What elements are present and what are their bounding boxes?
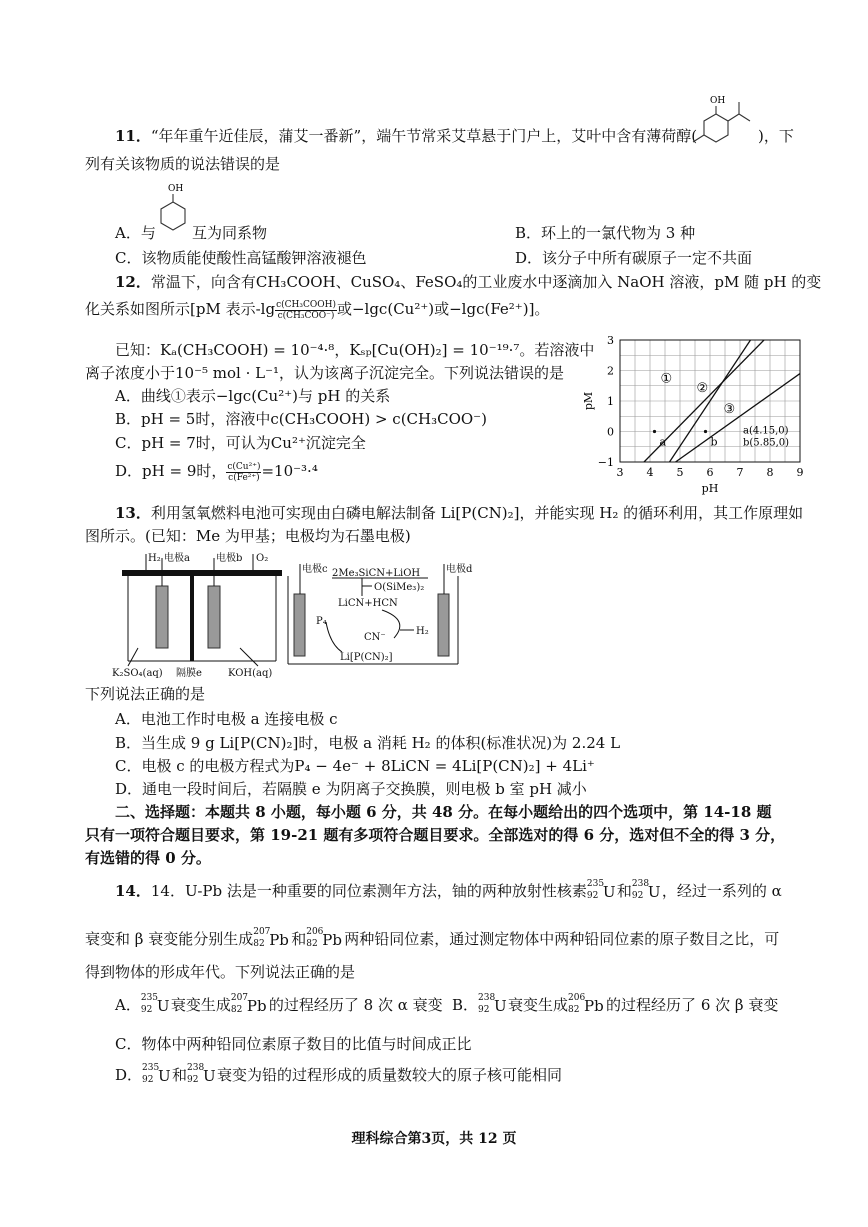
q14-number: 14． <box>115 882 151 900</box>
curve-label-3: ③ <box>723 402 736 418</box>
x-tick-label: 5 <box>676 466 684 479</box>
q12-option-b: B．pH = 5时，溶液中c(CH₃COOH) > c(CH₃COO⁻) <box>115 410 487 428</box>
x-tick-label: 6 <box>706 466 714 479</box>
q13-line2: 图所示。(已知：Me 为甲基；电极均为石墨电极) <box>85 527 411 545</box>
u235-nuclide: 235 92 U <box>586 879 616 901</box>
reactants-label: 2Me₃SiCN+LiOH <box>332 568 421 579</box>
option-a-u235: 235 92 U <box>140 993 170 1015</box>
q14-option-d: D． 235 92 U 和 238 92 U 衰变为铅的过程形成的质量数较大的原子核可能相同 <box>115 1063 563 1085</box>
q12-known-line2: 离子浓度小于10⁻⁵ mol · L⁻¹，认为该离子沉淀完全。下列说法错误的是 <box>85 364 565 382</box>
q14-line3: 得到物体的形成年代。下列说法正确的是 <box>85 963 356 981</box>
electrode-b <box>208 586 220 648</box>
option-b-u238: 238 92 U <box>478 993 507 1015</box>
cyclohexanol-oh-label: OH <box>168 184 184 194</box>
q13-option-c: C．电极 c 的电极方程式为P₄ − 4e⁻ + 8LiCN = 4Li[P(CN)₂] + 4Li⁺ <box>115 757 595 775</box>
koh-label: KOH(aq) <box>228 668 273 679</box>
y-tick-label: 0 <box>607 425 614 439</box>
x-tick-label: 3 <box>616 466 624 479</box>
q12-number: 12． <box>115 273 151 291</box>
q12-option-a: A．曲线①表示−lgc(Cu²⁺)与 pH 的关系 <box>115 387 391 405</box>
y-axis-label: pM <box>582 391 595 411</box>
option-d-u238: 238 92 U <box>187 1063 216 1085</box>
option-d-u235: 235 92 U <box>142 1063 171 1085</box>
q12-option-c: C．pH = 7时，可认为Cu²⁺沉淀完全 <box>115 434 366 452</box>
q11-line2: 列有关该物质的说法错误的是 <box>85 155 281 173</box>
section2-line2: 只有一项符合题目要求，第 19-21 题有多项符合题目要求。全部选对的得 6 分，选对但不全的得 3 分， <box>85 826 786 844</box>
x-tick-label: 7 <box>736 466 744 479</box>
cyclohexanol-structure-image <box>153 180 193 242</box>
lic-hcn-label: LiCN+HCN <box>338 598 398 609</box>
o2-label: O₂ <box>256 553 269 564</box>
series-line-3 <box>676 374 801 462</box>
pb207-nuclide: 207 82 Pb <box>253 927 289 949</box>
point-label-b: b <box>710 435 718 449</box>
y-tick-label: 2 <box>607 364 614 378</box>
q11-line1: 11．“年年重午近佳辰，蒲艾一番新”，端午节常采艾草悬于门户上，艾叶中含有薄荷醇( <box>115 127 698 145</box>
electrolysis-diagram <box>110 546 480 684</box>
option-a-pb207: 207 82 Pb <box>230 993 267 1015</box>
p4-label: P₄ <box>316 616 327 627</box>
q14-option-c: C．物体中两种铅同位素原子数目的比值与时间成正比 <box>115 1035 472 1053</box>
q13-number: 13． <box>115 504 151 522</box>
q11-option-d: D．该分子中所有碳原子一定不共面 <box>515 249 753 267</box>
q13-option-b: B．当生成 9 g Li[P(CN)₂]时，电极 a 消耗 H₂ 的体积(标准状况)为 2.24 L <box>115 734 621 752</box>
q14-option-b: B． 238 92 U 衰变生成 206 82 Pb 的过程经历了 6 次 β 衰变 <box>452 993 779 1015</box>
q13-line1: 13．利用氢氧燃料电池可实现由白磷电解法制备 Li[P(CN)₂]，并能实现 H₂ 的循环利用，其工作原理如 <box>115 504 804 522</box>
electrode-d-label: 电极d <box>446 564 473 575</box>
q13-option-a: A．电池工作时电极 a 连接电极 c <box>115 710 338 728</box>
q12-line1: 12．常温下，向含有CH₃COOH、CuSO₄、FeSO₄的工业废水中逐滴加入 NaOH 溶液，pM 随 pH 的变 <box>115 273 822 291</box>
q11-option-a-text: 互为同系物 <box>192 224 268 242</box>
curve-label-1: ① <box>660 371 673 387</box>
x-axis-label: pH <box>701 482 719 495</box>
q12-option-d-fraction: $\frac{\text{c(Cu²⁺)}}{\text{c(Fe²⁺)}}$ <box>227 461 261 483</box>
section2-line1: 二、选择题：本题共 8 小题，每小题 6 分，共 48 分。在每小题给出的四个选项中，第 14-18 题 <box>115 803 772 821</box>
q12-known-line1: 已知：Kₐ(CH₃COOH) = 10⁻⁴·⁸，Kₛₚ[Cu(OH)₂] = 10⁻¹⁹·⁷。若溶液中 <box>115 341 595 359</box>
point-annotation: b(5.85,0) <box>743 437 790 449</box>
point-annotation: a(4.15,0) <box>743 425 789 437</box>
y-tick-label: −1 <box>597 456 614 469</box>
q11-option-b: B．环上的一氯代物为 3 种 <box>515 224 696 242</box>
membrane-e <box>190 576 194 661</box>
h2-label: H₂ <box>148 553 161 564</box>
q14-line1: 14．14．U-Pb 法是一种重要的同位素测年方法，铀的两种放射性核素 235 92 U 和 238 92 U ，经过一系列的 α <box>115 879 782 901</box>
y-tick-label: 3 <box>607 334 614 347</box>
q11-option-c: C．该物质能使酸性高锰酸钾溶液褪色 <box>115 249 367 267</box>
curve-label-2: ② <box>696 380 709 396</box>
membrane-label: 隔膜e <box>176 668 202 679</box>
cn-label: CN⁻ <box>364 632 386 643</box>
q14-line2: 衰变和 β 衰变能分别生成 207 82 Pb 和 206 82 Pb 两种铅同位素，通过测定物体中两种铅同位素的原子数目之比，可 <box>85 927 780 949</box>
point-a <box>653 430 656 433</box>
menthol-oh-label: OH <box>710 96 726 106</box>
option-b-pb206: 206 82 Pb <box>568 993 604 1015</box>
x-tick-label: 8 <box>766 466 774 479</box>
product-label: Li[P(CN)₂] <box>340 652 393 663</box>
pb206-nuclide: 206 82 Pb <box>306 927 342 949</box>
q11-line1-end: )，下 <box>758 127 794 145</box>
q13-option-d: D．通电一段时间后，若隔膜 e 为阴离子交换膜，则电极 b 室 pH 减小 <box>115 780 587 798</box>
q12-fraction: $\frac{\text{c(CH₃COOH)}}{\text{c(CH₃COO⁻)}}$ <box>276 299 336 321</box>
point-label-a: a <box>659 435 667 449</box>
q12-line2: 化关系如图所示[pM 表示-lg $\frac{\text{c(CH₃COOH)}}{\text{c(CH₃COO⁻)}}$ 或−lgc(Cu²⁺)或−lgc(Fe²⁺)]。 <box>85 299 550 321</box>
k2so4-label: K₂SO₄(aq) <box>112 668 163 679</box>
electrode-c <box>294 594 305 656</box>
x-tick-label: 4 <box>646 466 654 479</box>
h2-product-label: H₂ <box>416 626 429 637</box>
q11-option-a: A．与 <box>115 224 156 242</box>
q13-prompt: 下列说法正确的是 <box>85 685 206 703</box>
q14-option-a: A． 235 92 U 衰变生成 207 82 Pb 的过程经历了 8 次 α 衰变 <box>115 993 443 1015</box>
x-tick-label: 9 <box>796 466 804 479</box>
page-footer: 理科综合第3页，共 12 页 <box>351 1131 517 1147</box>
electrode-c-label: 电极c <box>302 564 328 575</box>
electrode-a-label: 电极a <box>164 553 190 564</box>
electrode-a <box>156 586 168 648</box>
section2-line3: 有选错的得 0 分。 <box>85 849 211 867</box>
electrode-b-label: 电极b <box>216 553 243 564</box>
pm-ph-chart <box>578 330 808 500</box>
menthol-structure-image <box>688 92 760 144</box>
electrode-d <box>438 594 449 656</box>
point-b <box>704 430 707 433</box>
y-tick-label: 1 <box>607 395 614 408</box>
byproduct-label: O(SiMe₃)₂ <box>374 582 425 593</box>
q12-option-d: D．pH = 9时， $\frac{\text{c(Cu²⁺)}}{\text{c(Fe²⁺)}}$ =10⁻³·⁴ <box>115 461 318 483</box>
u238-nuclide: 238 92 U <box>631 879 661 901</box>
q11-number: 11． <box>115 127 151 145</box>
